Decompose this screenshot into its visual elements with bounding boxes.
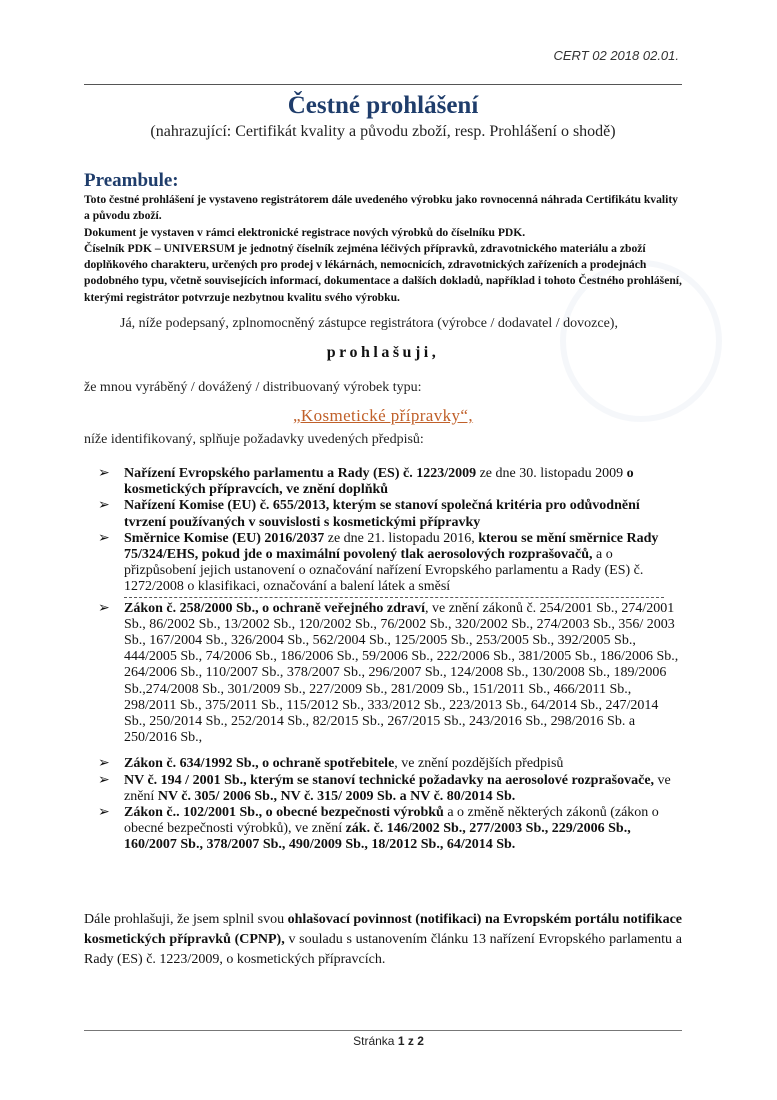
footer-divider [84,1030,682,1031]
page-label: Stránka [353,1034,395,1048]
arrow-bullet-icon: ➢ [98,772,110,788]
regulation-date: ze dne 30. listopadu 2009 [476,466,627,481]
law-amendments-label: ve znění [124,772,671,804]
page-of: z [407,1034,414,1048]
regulation-subject: o kosmetických přípravcích, ve znění doplňků [124,466,634,498]
preamble-text [84,192,684,306]
closing-text-end: v souladu s ustanovením článku 13 nařízení Evropského parlamentu a Rady (ES) č. 1223/2009, o kosmetických přípravcích. [84,932,682,967]
law-item [98,805,682,854]
law-title: Zákon č. 258/2000 Sb., o ochraně veřejného zdraví [124,600,425,616]
preamble-paragraph-3: Číselník PDK – UNIVERSUM je jednotný číselník zejména léčivých přípravků, zdravotnického materiálu a zboží doplňkového charakteru, určených pro prodej v lékárnách, nemocnicích, zdravotnických zařízeních a prodejnách podobného typu, včetně souvisejících informací, dokumentace a dalších dokladů, například i tohoto Čestného prohlášení, kterými registrátor potvrzuje nezbytnou kvalitu svého výrobku. [84,241,682,304]
regulation-item [98,498,682,530]
regulation-title: Nařízení Komise (EU) č. 655/2013, kterým se stanoví společná kritéria pro odůvodnění tvrzení používaných v souvislosti s kosmetickými přípravky [124,498,640,530]
law-amendments: , ve znění pozdějších předpisů [394,756,564,772]
preamble-paragraph-1: Toto čestné prohlášení je vystaveno registrátorem dále uvedeného výrobku jako rovnocenná náhrada Certifikátu kvality a původu zboží. [84,193,678,223]
law-amendments: NV č. 305/ 2006 Sb., NV č. 315/ 2009 Sb. a NV č. 80/2014 Sb. [157,788,516,804]
requirements-line: níže identifikovaný, splňuje požadavky uvedených předpisů: [84,432,424,447]
arrow-bullet-icon: ➢ [98,530,110,546]
current-page: 1 [397,1034,405,1048]
header-divider [84,84,682,85]
intro-statement: Já, níže podepsaný, zplnomocněný zástupce registrátora (výrobce / dodavatel / dovozce), [120,316,618,331]
regulation-title: Nařízení Evropského parlamentu a Rady (ES) č. 1223/2009 [124,466,477,481]
law-amendments: zák. č. 146/2002 Sb., 277/2003 Sb., 229/2006 Sb., 160/2007 Sb., 378/2007 Sb., 490/2009 Sb., 18/2012 Sb., 64/2014 Sb. [124,821,631,853]
arrow-bullet-icon: ➢ [98,466,110,481]
regulation-date: ze dne 21. listopadu 2016, [324,530,479,546]
document-title: Čestné prohlášení [287,92,479,119]
arrow-bullet-icon: ➢ [98,498,110,514]
arrow-bullet-icon: ➢ [98,756,110,772]
total-pages: 2 [417,1034,424,1048]
closing-statement [84,910,682,970]
preamble-paragraph-2: Dokument je vystaven v rámci elektronické registrace nových výrobků do číselníku PDK. [84,225,526,239]
law-item [98,756,682,772]
document-code: CERT 02 2018 02.01. [553,48,679,63]
closing-text-start: Dále prohlašuji, že jsem splnil svou [84,912,288,927]
arrow-bullet-icon: ➢ [98,600,110,616]
law-amendments: , ve znění zákonů č. 254/2001 Sb., 274/2001 Sb., 86/2002 Sb., 13/2002 Sb., 120/2002 Sb., 76/2002 Sb., 320/2002 Sb., 274/2003 Sb., 356/ 2003 Sb., 167/2004 Sb., 326/2004 Sb., 562/2004 Sb., 125/2005 Sb., 253/2005 Sb., 392/2005 Sb., 444/2005 Sb., 74/2006 Sb., 186/2006 Sb., 59/2006 Sb., 222/2006 Sb., 381/2005 Sb., 186/2006 Sb., 264/2006 Sb., 110/2007 Sb., 378/2007 Sb., 296/2007 Sb., 124/2008 Sb., 130/2008 Sb., 189/2006 Sb.,274/2008 Sb., 301/2009 Sb., 227/2009 Sb., 281/2009 Sb., 151/2011 Sb., 466/2011 Sb., 298/2011 Sb., 375/2011 Sb., 115/2012 Sb., 333/2012 Sb., 223/2013 Sb., 64/2014 Sb., 247/2014 Sb., 250/2014 Sb., 252/2014 Sb., 82/2015 Sb., 267/2015 Sb., 243/2016 Sb., 298/2016 Sb. a 250/2016 Sb., [124,600,679,746]
regulation-list [98,466,682,854]
regulation-subject: kterou se mění směrnice Rady 75/324/EHS, pokud jde o maximální povolený tlak aerosolových rozprašovačů, [124,530,659,563]
product-type [84,406,682,426]
dashed-separator [124,597,664,598]
law-title: Zákon č. 634/1992 Sb., o ochraně spotřebitele [124,756,395,772]
closing-notification: ohlašovací povinnost (notifikaci) na Evropském portálu notifikace kosmetických přípravků (CPNP), [84,912,682,947]
law-title: NV č. 194 / 2001 Sb., kterým se stanoví technické požadavky na aerosolové rozprašovače, [124,772,655,788]
regulation-detail: a o přizpůsobení jejich ustanovení o označování nařízení Evropského parlamentu a Rady (ES) č. 1272/2008 o klasifikaci, označování a balení látek a směsí [124,547,644,595]
preamble-heading: Preambule: [84,170,179,191]
product-type-value: „Kosmetické přípravky“, [292,406,474,425]
regulation-item [98,466,682,498]
law-title: Zákon č.. 102/2001 Sb., o obecné bezpečnosti výrobků [124,805,444,821]
page-number [0,1034,777,1048]
law-description: a o změně některých zákonů (zákon o obecné bezpečnosti výrobků), ve znění [124,805,659,837]
product-type-line: že mnou vyráběný / dovážený / distribuovaný výrobek typu: [84,380,422,395]
law-item [98,601,682,747]
document-subtitle: (nahrazující: Certifikát kvality a původu zboží, resp. Prohlášení o shodě) [150,123,616,140]
arrow-bullet-icon: ➢ [98,805,110,821]
regulation-title: Směrnice Komise (EU) 2016/2037 [124,530,325,546]
declaration-word: prohlašuji, [326,344,440,361]
regulation-item [98,531,682,596]
law-item [98,773,682,805]
